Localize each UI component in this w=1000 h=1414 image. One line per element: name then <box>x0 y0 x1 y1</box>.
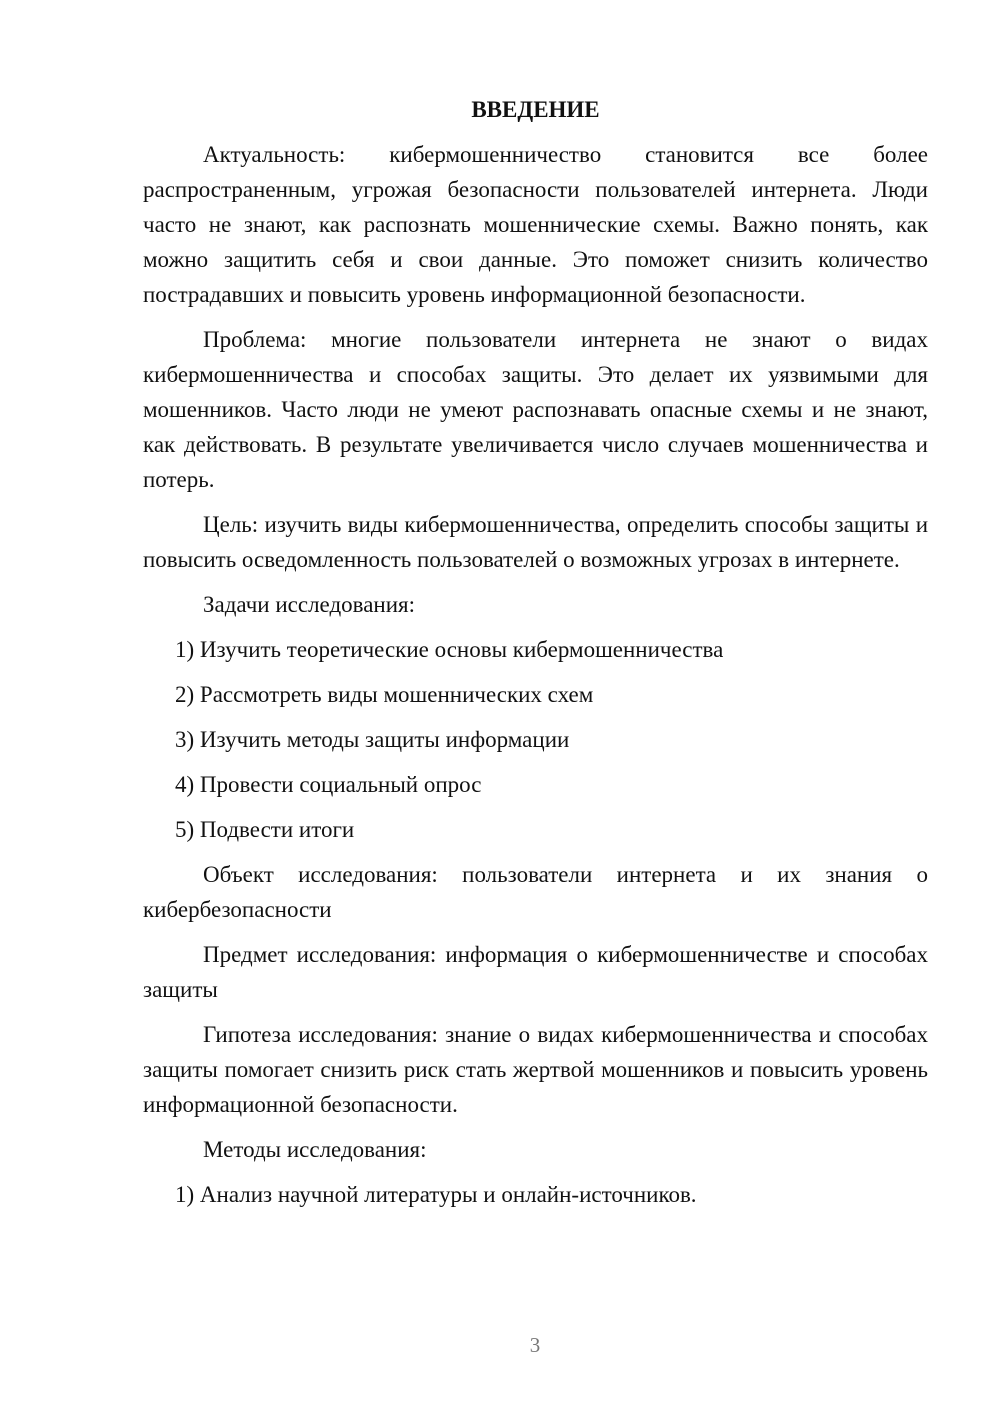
goal-paragraph: Цель: изучить виды кибермошенничества, определить способы защиты и повысить осведомленность пользователей о возможных угрозах в интернете. <box>143 512 928 572</box>
methods-list <box>143 1177 928 1212</box>
subject-paragraph: Предмет исследования: информация о кибермошенничестве и способах защиты <box>143 942 928 1002</box>
object-paragraph: Объект исследования: пользователи интернета и их знания о кибербезопасности <box>143 862 928 922</box>
problem-paragraph: Проблема: многие пользователи интернета не знают о видах кибермошенничества и способах защиты. Это делает их уязвимыми для мошенников. Часто люди не умеют распознавать опасные схемы и не знают, как действовать. В результате увеличивается число случаев мошенничества и потерь. <box>143 327 928 492</box>
page-number: 3 <box>529 1333 541 1357</box>
task-item: 5) Подвести итоги <box>175 817 355 842</box>
hypothesis-paragraph: Гипотеза исследования: знание о видах кибермошенничества и способах защиты помогает снизить риск стать жертвой мошенников и повысить уровень информационной безопасности. <box>143 1022 928 1117</box>
relevance-paragraph: Актуальность: кибермошенничество становится все более распространенным, угрожая безопасности пользователей интернета. Люди часто не знают, как распознать мошеннические схемы. Важно понять, как можно защитить себя и свои данные. Это поможет снизить количество пострадавших и повысить уровень информационной безопасности. <box>143 142 928 307</box>
page-content <box>143 92 928 1222</box>
method-item: 1) Анализ научной литературы и онлайн-источников. <box>175 1182 697 1207</box>
page-title: ВВЕДЕНИЕ <box>471 97 600 122</box>
tasks-heading: Задачи исследования: <box>203 592 416 617</box>
tasks-list <box>143 632 928 847</box>
task-item: 2) Рассмотреть виды мошеннических схем <box>175 682 594 707</box>
task-item: 3) Изучить методы защиты информации <box>175 727 570 752</box>
task-item: 1) Изучить теоретические основы кибермошенничества <box>175 637 724 662</box>
task-item: 4) Провести социальный опрос <box>175 772 482 797</box>
methods-heading: Методы исследования: <box>203 1137 427 1162</box>
